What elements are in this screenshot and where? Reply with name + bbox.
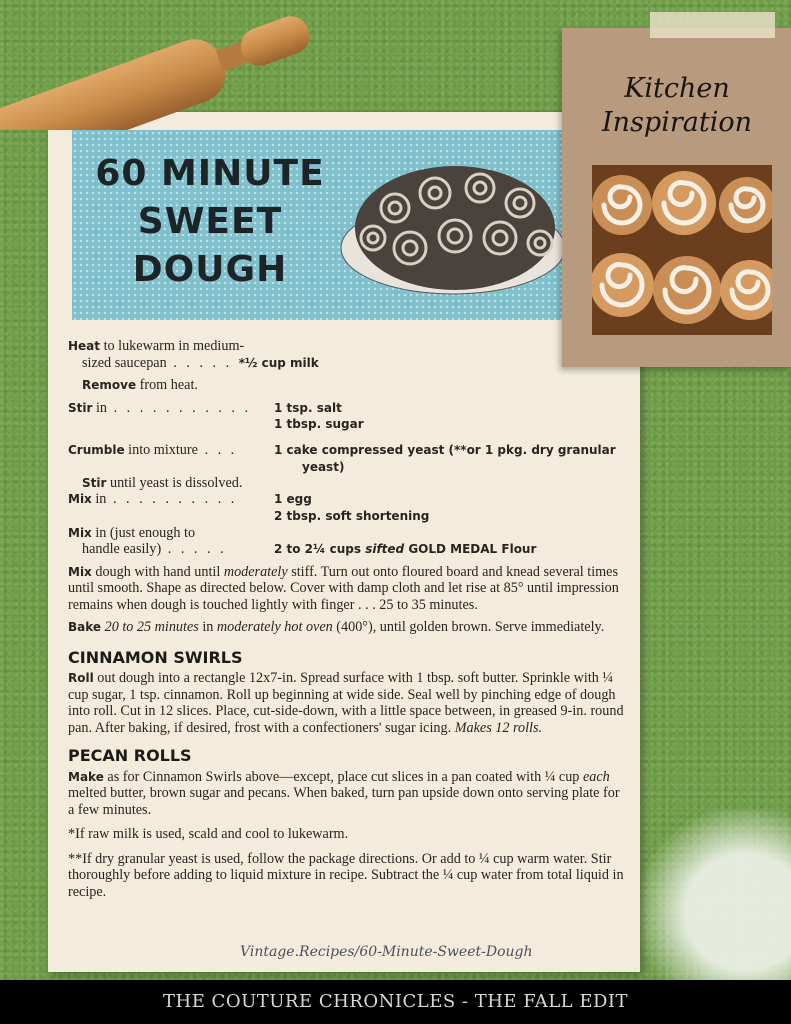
step-lead: Stir [82, 475, 107, 490]
step-stir [68, 399, 626, 431]
leader-dots: . . . [197, 442, 238, 458]
step-remove [68, 377, 626, 394]
paragraph-knead [68, 564, 626, 614]
step-lead: Mix [68, 564, 92, 579]
step-text: in [198, 619, 217, 635]
step-text: from heat. [136, 377, 198, 393]
step-text: moderately [223, 563, 288, 580]
step-lead: Roll [68, 671, 94, 685]
ingredient: 1 tsp. salt [274, 400, 342, 415]
step-crumble [68, 442, 626, 474]
ingredient: 1 cake compressed yeast (**or 1 pkg. dry granular [274, 443, 616, 457]
step-lead: Remove [82, 378, 137, 392]
paragraph-bake [68, 619, 626, 636]
step-heat [68, 338, 626, 355]
ingredient: 2 to 2¼ cups [274, 542, 366, 556]
recipe-title [80, 150, 340, 294]
step-text: handle easily) [82, 541, 162, 557]
step-lead: Crumble [68, 443, 125, 457]
step-text: in [92, 399, 108, 416]
recipe-title-line: DOUGH [132, 249, 288, 290]
step-text: sized saucepan [82, 354, 167, 371]
ingredient: 1 egg [274, 492, 312, 506]
step-text: stiff. Turn out onto floured board and knead several times until smooth. Shape as directed below. Cover with damp cloth and let rise at 85° until impression remains when dough is touched lightly with finger . . . 25 to 35 minutes. [68, 563, 619, 613]
card-title-line: Inspiration [602, 107, 752, 138]
leader-dots: . . . . . . . . . . [106, 491, 238, 507]
ingredient: GOLD MEDAL Flour [404, 542, 537, 556]
ingredient: *½ cup milk [238, 355, 319, 370]
step-stir-2 [68, 475, 626, 492]
step-text: in (just enough to [91, 524, 196, 541]
step-text: in [91, 491, 107, 507]
chalk-smudge [640, 810, 791, 980]
section-heading-pecan-rolls: PECAN ROLLS [68, 746, 192, 765]
step-text: melted butter, brown sugar and pecans. When baked, turn pan upside down onto serving plate for a few minutes. [68, 785, 620, 818]
step-text: (400°), until golden brown. Serve immediately. [332, 619, 605, 635]
card-title [572, 72, 782, 140]
step-mix-2b [68, 541, 626, 558]
source-credit: Vintage.Recipes/60-Minute-Sweet-Dough [240, 944, 533, 960]
step-mix-2 [68, 525, 626, 542]
cinnamon-rolls-photo [592, 165, 772, 335]
step-mix [68, 491, 626, 523]
step-heat-2 [68, 355, 626, 372]
tape-strip [650, 12, 775, 38]
step-text: dough with hand until [91, 563, 224, 580]
ingredient: sifted [365, 542, 405, 556]
step-lead: Heat [68, 339, 101, 353]
rolling-pin-icon [0, 10, 310, 130]
sweet-rolls-photo [335, 148, 563, 298]
step-lead: Stir [68, 400, 93, 415]
paragraph-swirls [68, 670, 626, 736]
ingredient: 2 tbsp. soft shortening [274, 508, 430, 523]
recipe-title-line: 60 MINUTE [95, 153, 325, 194]
step-text: 20 to 25 minutes [101, 619, 199, 635]
leader-dots: . . . . . [166, 354, 239, 371]
step-text: until yeast is dissolved. [106, 474, 243, 491]
recipe-body [68, 338, 626, 900]
ingredient: 1 tbsp. sugar [274, 417, 364, 431]
step-text: into mixture [124, 442, 198, 458]
card-title-line: Kitchen [624, 73, 730, 104]
footnote-yeast: **If dry granular yeast is used, follow the package directions. Or add to ¼ cup warm water. Stir thoroughly before adding to liquid mixture in recipe. Subtract the ¼ cup water from total liquid in recipe. [68, 850, 624, 900]
step-text: to lukewarm in medium- [100, 338, 245, 354]
leader-dots: . . . . . [161, 541, 227, 557]
step-lead: Bake [68, 620, 102, 634]
step-text: Makes 12 rolls. [454, 719, 543, 736]
footnote-milk: *If raw milk is used, scald and cool to lukewarm. [68, 826, 349, 842]
recipe-title-line: SWEET [137, 201, 283, 242]
step-text: moderately hot oven [216, 619, 333, 635]
paragraph-pecan [68, 769, 626, 819]
section-heading-cinnamon-swirls: CINNAMON SWIRLS [68, 647, 243, 667]
footer-banner: THE COUTURE CHRONICLES - THE FALL EDIT [0, 980, 791, 1024]
step-text: as for Cinnamon Swirls above—except, place cut slices in a pan coated with ¼ cup [103, 768, 583, 785]
leader-dots: . . . . . . . . . . . [107, 399, 252, 416]
step-lead: Mix [68, 525, 92, 540]
step-text: out dough into a rectangle 12x7-in. Spread surface with 1 tbsp. soft butter. Sprinkle with ¼ cup sugar, 1 tsp. cinnamon. Roll up beginning at wide side. Seal well by pinching edge of dough into roll. Cut in 12 slices. Place, cut-side-down, with a little space between, in greased 9-in. round pan. After baking, if desired, frost with a confectioners' sugar icing. [68, 670, 624, 736]
step-lead: Make [68, 769, 104, 784]
ingredient: yeast) [302, 459, 345, 474]
step-lead: Mix [68, 492, 92, 506]
step-text: each [582, 768, 610, 785]
